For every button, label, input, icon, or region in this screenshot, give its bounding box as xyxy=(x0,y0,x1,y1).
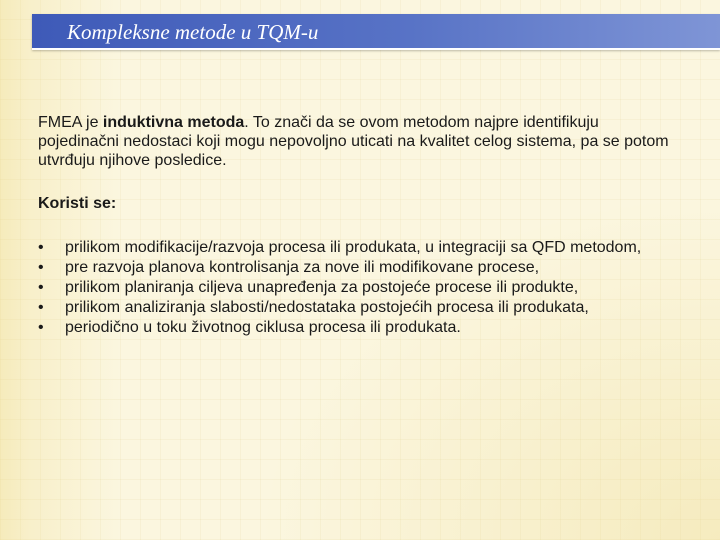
list-item xyxy=(38,259,678,277)
bullet-icon: • xyxy=(38,299,44,316)
section-heading: Koristi se: xyxy=(38,195,117,212)
slide-title: Kompleksne metode u TQM-u xyxy=(67,20,319,44)
bullet-icon: • xyxy=(38,259,44,276)
bullet-icon: • xyxy=(38,239,44,256)
list-item xyxy=(38,299,678,317)
intro-bold-term: induktivna metoda xyxy=(102,114,245,131)
bullet-list xyxy=(38,239,678,337)
bullet-icon: • xyxy=(38,279,44,296)
list-item-text: prilikom analiziranja slabosti/nedostataka postojećih procesa ili produkata, xyxy=(65,299,589,316)
intro-text-part1: FMEA je xyxy=(38,114,103,131)
list-item-text: prilikom planiranja ciljeva unapređenja za postojeće procese ili produkte, xyxy=(65,279,579,296)
list-item-text: pre razvoja planova kontrolisanja za nove ili modifikovane procese, xyxy=(65,259,540,276)
list-item-text: prilikom modifikacije/razvoja procesa ili produkata, u integraciji sa QFD metodom, xyxy=(65,239,642,256)
list-item-text: periodično u toku životnog ciklusa procesa ili produkata. xyxy=(65,319,461,336)
list-item xyxy=(38,319,678,337)
intro-text-part2: . To znači da se ovom metodom najpre identifikuju pojedinačni nedostaci koji mogu nepovoljno uticati na kvalitet celog sistema, pa se potom utvrđuju njihove posledice. xyxy=(38,114,669,169)
bullet-icon: • xyxy=(38,319,44,336)
intro-paragraph xyxy=(38,113,678,170)
list-item xyxy=(38,239,678,257)
list-item xyxy=(38,279,678,297)
title-underline xyxy=(32,48,720,50)
title-bar xyxy=(32,14,720,50)
slide-body xyxy=(38,113,678,339)
